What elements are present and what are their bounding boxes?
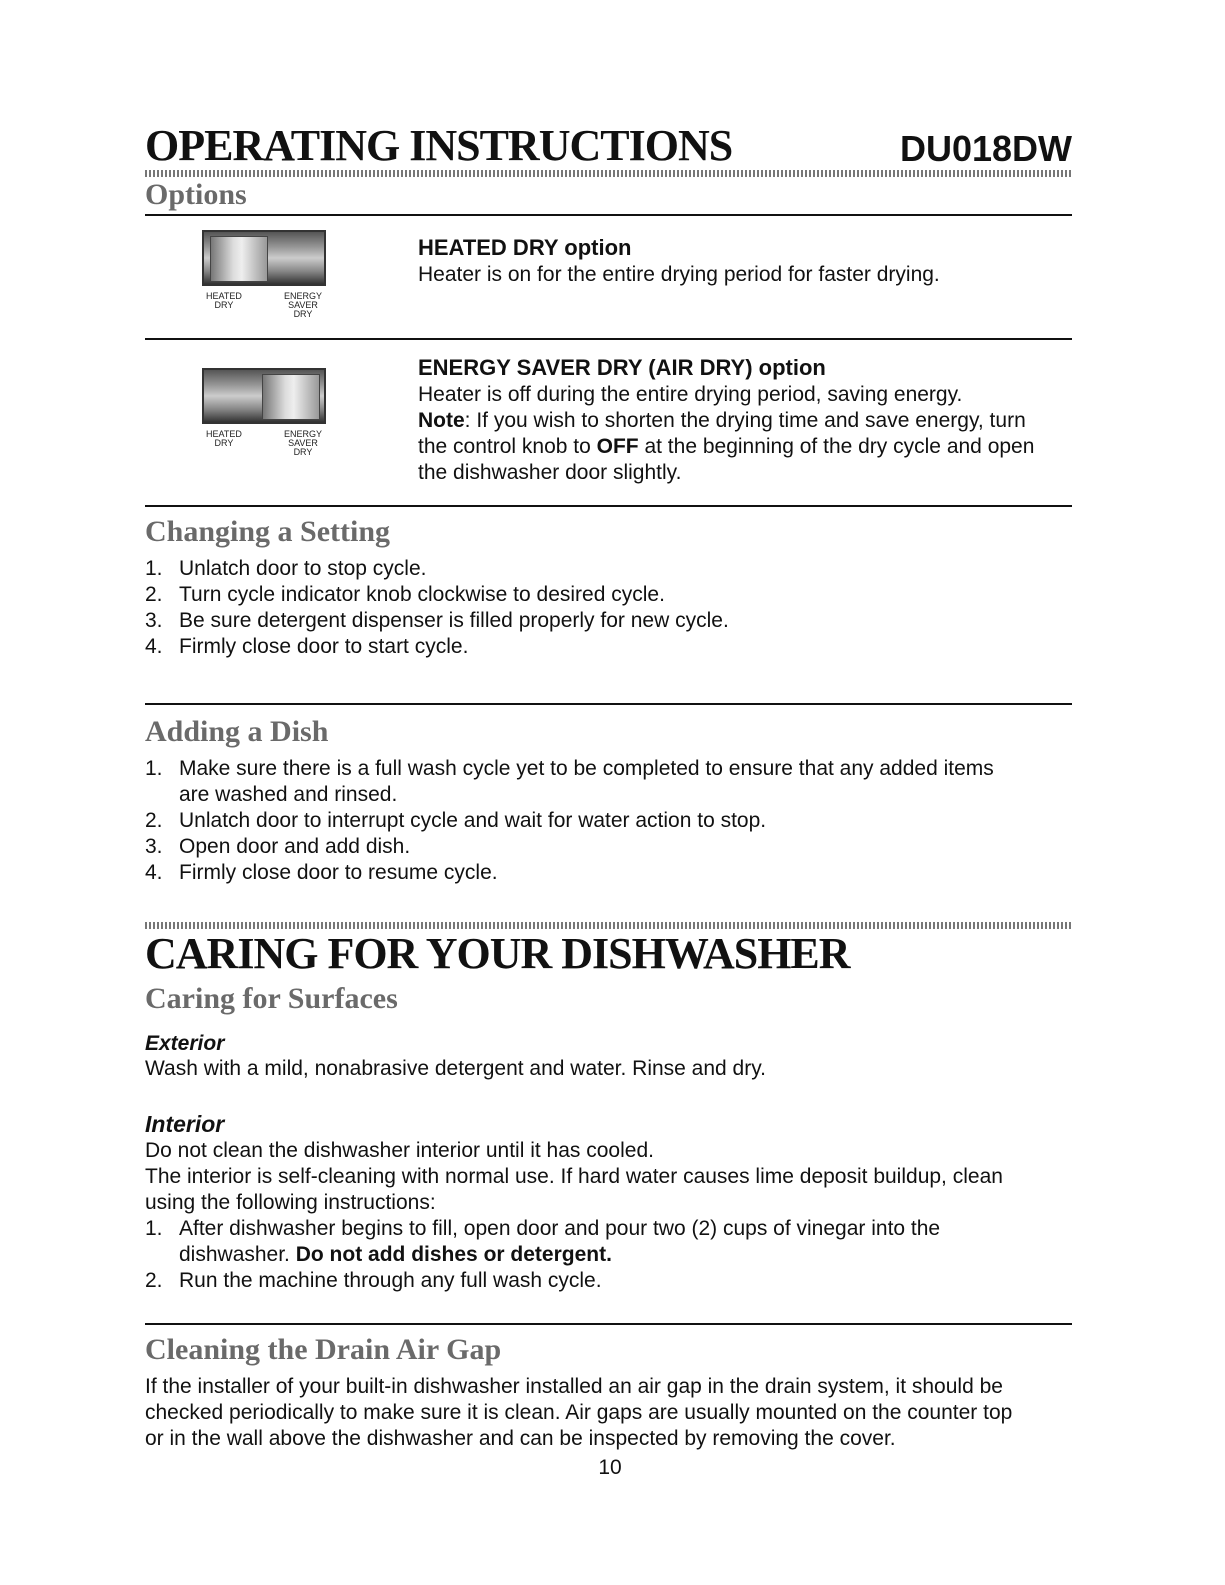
interior-section — [145, 1110, 1075, 1294]
drain-rule — [145, 1323, 1072, 1325]
changing-rule — [145, 703, 1072, 705]
switch-label-heated: HEATED DRY — [206, 291, 242, 310]
interior-label: Interior — [145, 1111, 225, 1137]
exterior-text: Wash with a mild, nonabrasive detergent and water. Rinse and dry. — [145, 1057, 766, 1080]
energy-saver-description — [418, 354, 1078, 486]
rocker-switch-image — [202, 368, 326, 424]
rocker-icon — [210, 236, 268, 282]
drain-air-gap-heading: Cleaning the Drain Air Gap — [145, 1333, 502, 1366]
heated-dry-title: HEATED DRY option — [418, 235, 632, 260]
options-rule-top — [145, 214, 1072, 216]
energy-saver-note-line3: the dishwasher door slightly. — [418, 461, 682, 484]
energy-saver-note-line2 — [418, 434, 1078, 460]
off-label: OFF — [596, 435, 639, 458]
list-item: 4. Firmly close door to resume cycle. — [145, 861, 498, 884]
note-text-c: at the beginning of the dry cycle and open — [638, 435, 1035, 458]
interior-line1: Do not clean the dishwasher interior until it has cooled. — [145, 1139, 654, 1162]
note-text-a: : If you wish to shorten the drying time and save energy, turn — [464, 409, 1026, 432]
energy-saver-note-line1 — [418, 408, 1078, 434]
list-item: 1. Unlatch door to stop cycle. — [145, 557, 427, 580]
switch-label-energy: ENERGY SAVER DRY — [283, 291, 322, 319]
switch-label-energy: ENERGY SAVER DRY — [283, 429, 322, 457]
energy-saver-title: ENERGY SAVER DRY (AIR DRY) option — [418, 355, 826, 380]
energy-saver-line1: Heater is off during the entire drying period, saving energy. — [418, 383, 963, 406]
options-heading: Options — [145, 178, 247, 211]
heated-dry-text: Heater is on for the entire drying period for faster drying. — [418, 263, 940, 286]
options-rule-mid — [145, 338, 1072, 340]
changing-setting-list — [145, 556, 1075, 660]
drain-air-gap-text — [145, 1374, 1075, 1452]
heated-dry-description — [418, 234, 1068, 288]
list-item: 3. Open door and add dish. — [145, 835, 411, 858]
note-text-b: the control knob to — [418, 435, 597, 458]
rocker-icon — [262, 374, 320, 420]
adding-dish-list — [145, 756, 1075, 886]
interior-steps — [145, 1216, 1075, 1294]
list-item: 1. Make sure there is a full wash cycle yet to be completed to ensure that any added items are washed and rinsed. — [145, 757, 994, 806]
drain-line3: or in the wall above the dishwasher and can be inspected by removing the cover. — [145, 1427, 896, 1450]
caring-title: CARING FOR YOUR DISHWASHER — [145, 929, 850, 978]
rocker-switch-image — [202, 230, 326, 286]
energy-saver-switch-illustration — [202, 368, 326, 457]
list-item: 4. Firmly close door to start cycle. — [145, 635, 469, 658]
page-number: 10 — [598, 1456, 622, 1479]
caring-rule-top — [145, 922, 1072, 929]
list-item: 2. Run the machine through any full wash cycle. — [145, 1269, 602, 1292]
caring-surfaces-heading: Caring for Surfaces — [145, 982, 398, 1015]
note-label: Note — [418, 409, 465, 432]
list-item: 2. Turn cycle indicator knob clockwise to desired cycle. — [145, 583, 665, 606]
header-rule — [145, 170, 1072, 177]
switch-label-heated: HEATED DRY — [206, 429, 242, 448]
list-item: 2. Unlatch door to interrupt cycle and wait for water action to stop. — [145, 809, 767, 832]
drain-line1: If the installer of your built-in dishwasher installed an air gap in the drain system, it should be — [145, 1375, 1003, 1398]
options-rule-bottom — [145, 505, 1072, 507]
exterior-label: Exterior — [145, 1032, 225, 1055]
interior-line3: using the following instructions: — [145, 1191, 436, 1214]
model-number: DU018DW — [900, 128, 1073, 169]
changing-setting-heading: Changing a Setting — [145, 515, 391, 548]
interior-line2: The interior is self-cleaning with normal use. If hard water causes lime deposit buildup, clean — [145, 1165, 1003, 1188]
drain-line2: checked periodically to make sure it is clean. Air gaps are usually mounted on the counter top — [145, 1401, 1013, 1424]
list-item: 1. After dishwasher begins to fill, open door and pour two (2) cups of vinegar into the dishwasher. Do not add dishes or detergent. — [145, 1217, 941, 1266]
exterior-section — [145, 1032, 1075, 1082]
adding-dish-heading: Adding a Dish — [145, 715, 329, 748]
page-title: OPERATING INSTRUCTIONS — [145, 121, 733, 170]
heated-dry-switch-illustration — [202, 230, 326, 319]
list-item: 3. Be sure detergent dispenser is filled properly for new cycle. — [145, 609, 729, 632]
